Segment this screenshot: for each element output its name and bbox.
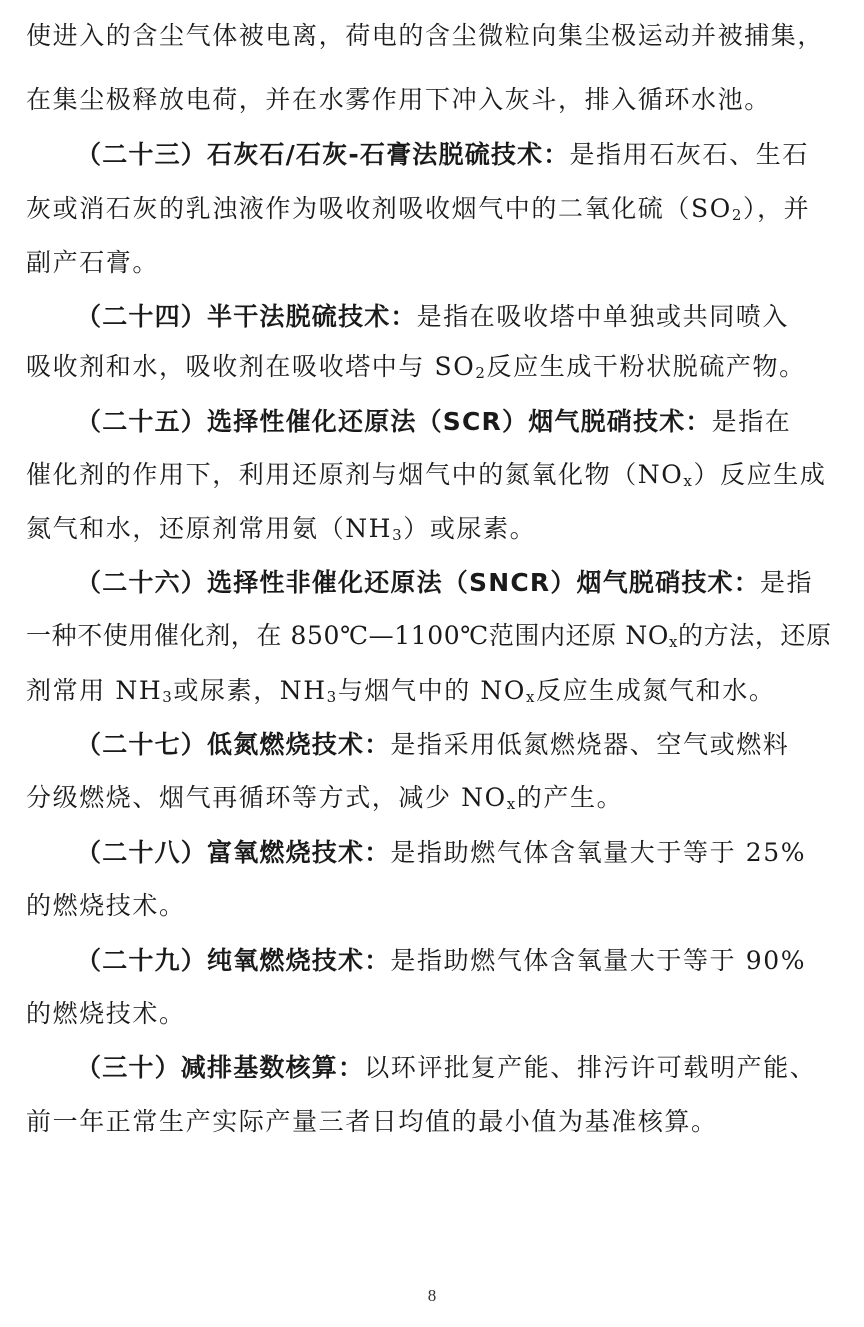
subscript: x — [683, 472, 694, 490]
text-run: 的产生。 — [516, 783, 624, 812]
text-run: 的方法，还原 — [678, 621, 832, 650]
paragraph-29-line-1 — [76, 944, 838, 978]
paragraph-23-line-1 — [76, 138, 838, 172]
text-run: 氮气和水，还原剂常用氨（NH — [26, 514, 393, 543]
paragraph-24-line-2 — [26, 350, 838, 384]
term-heading-28: （二十八）富氧燃烧技术： — [76, 838, 391, 867]
text-run: 副产石膏。 — [26, 248, 160, 277]
page-number: 8 — [427, 1286, 437, 1305]
paragraph-30-line-1 — [76, 1051, 838, 1085]
subscript: 2 — [731, 206, 743, 224]
text-run: 在集尘极释放电荷，并在水雾作用下冲入灰斗，排入循环水池。 — [26, 85, 771, 114]
text-run: 反应生成氮气和水。 — [536, 676, 776, 705]
text-run: 吸收剂和水，吸收剂在吸收塔中与 SO — [26, 352, 476, 381]
paragraph-29-line-2 — [26, 997, 838, 1031]
text-run: 是指采用低氮燃烧器、空气或燃料 — [390, 730, 790, 759]
term-heading-24: （二十四）半干法脱硫技术： — [76, 302, 417, 331]
paragraph-line — [26, 19, 838, 53]
text-run: 使进入的含尘气体被电离，荷电的含尘微粒向集尘极运动并被捕集， — [26, 21, 825, 50]
term-heading-29: （二十九）纯氧燃烧技术： — [76, 946, 391, 975]
subscript: 3 — [162, 688, 174, 706]
text-run: 是指在 — [711, 407, 792, 436]
term-heading-23: （二十三）石灰石/石灰-石膏法脱硫技术： — [76, 140, 570, 169]
text-run: 反应生成干粉状脱硫产物。 — [486, 352, 806, 381]
text-run: ）或尿素。 — [403, 514, 537, 543]
paragraph-25-line-3 — [26, 512, 838, 546]
subscript: x — [506, 795, 517, 813]
text-run: 的燃烧技术。 — [26, 999, 186, 1028]
text-run: ），并 — [742, 194, 811, 223]
paragraph-27-line-1 — [76, 728, 838, 762]
text-run: 与烟气中的 NO — [337, 676, 526, 705]
subscript: x — [525, 688, 537, 706]
term-heading-30: （三十）减排基数核算： — [76, 1053, 365, 1082]
text-run: 前一年正常生产实际产量三者日均值的最小值为基准核算。 — [26, 1107, 718, 1136]
term-heading-26: （二十六）选择性非催化还原法（SNCR）烟气脱硝技术： — [76, 568, 760, 597]
text-run: 或尿素，NH — [173, 676, 327, 705]
paragraph-23-line-3 — [26, 246, 838, 280]
text-run: 是指用石灰石、生石 — [569, 140, 809, 169]
term-heading-27: （二十七）低氮燃烧技术： — [76, 730, 391, 759]
paragraph-30-line-2 — [26, 1105, 838, 1139]
text-run: 剂常用 NH — [26, 676, 163, 705]
subscript: 3 — [326, 688, 338, 706]
text-run: 是指在吸收塔中单独或共同喷入 — [416, 302, 790, 331]
paragraph-28-line-1 — [76, 836, 838, 870]
subscript: x — [668, 633, 679, 651]
text-run: 以环评批复产能、排污许可载明产能、 — [364, 1053, 817, 1082]
paragraph-26-line-1 — [76, 566, 838, 600]
text-run: 分级燃烧、烟气再循环等方式，减少 NO — [26, 783, 507, 812]
text-run: 的燃烧技术。 — [26, 891, 186, 920]
paragraph-26-line-2 — [26, 619, 838, 653]
paragraph-23-line-2 — [26, 192, 838, 226]
text-run: 是指助燃气体含氧量大于等于 25% — [390, 838, 807, 867]
paragraph-28-line-2 — [26, 889, 838, 923]
subscript: 2 — [475, 364, 487, 382]
paragraph-25-line-1 — [76, 405, 838, 439]
subscript: 3 — [392, 526, 404, 544]
text-run: ）反应生成 — [693, 460, 827, 489]
paragraph-24-line-1 — [76, 300, 838, 334]
paragraph-26-line-3 — [26, 674, 838, 708]
text-run: 催化剂的作用下，利用还原剂与烟气中的氮氧化物（NO — [26, 460, 684, 489]
paragraph-line — [26, 83, 838, 117]
term-heading-25: （二十五）选择性催化还原法（SCR）烟气脱硝技术： — [76, 407, 712, 436]
paragraph-25-line-2 — [26, 458, 838, 492]
paragraph-27-line-2 — [26, 781, 838, 815]
text-run: 一种不使用催化剂，在 850℃—1100℃范围内还原 NO — [26, 621, 669, 650]
text-run: 是指助燃气体含氧量大于等于 90% — [390, 946, 807, 975]
text-run: 灰或消石灰的乳浊液作为吸收剂吸收烟气中的二氧化硫（SO — [26, 194, 732, 223]
text-run: 是指 — [759, 568, 814, 597]
